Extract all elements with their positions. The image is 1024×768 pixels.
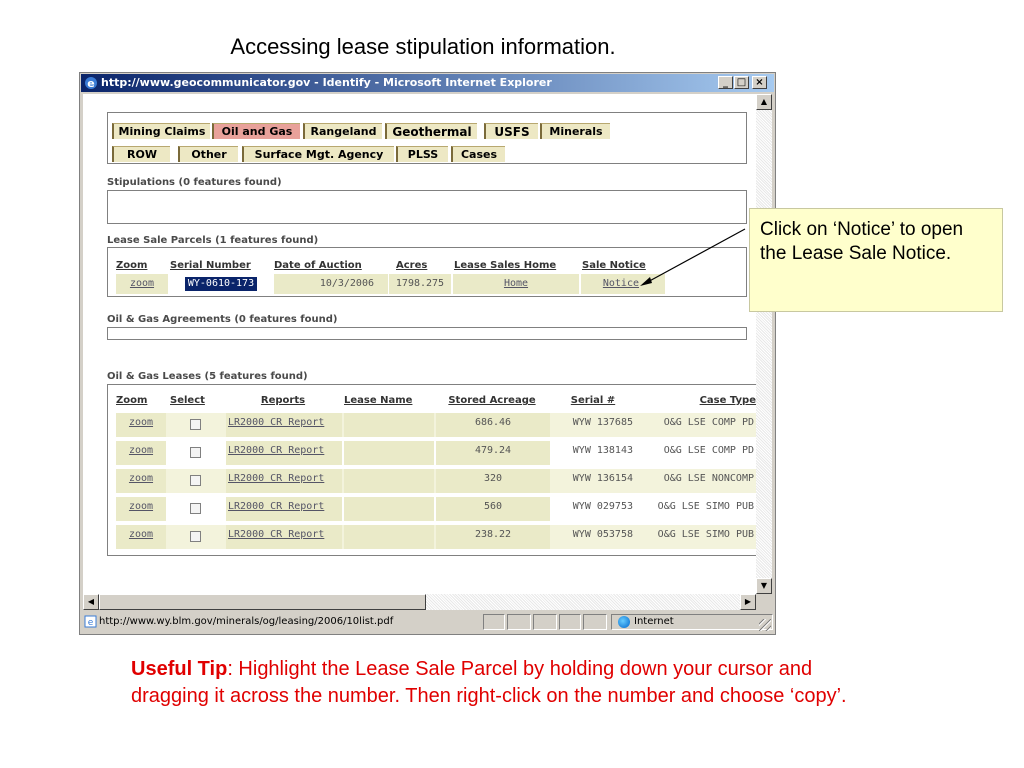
status-url: http://www.wy.blm.gov/minerals/og/leasing/2006/10list.pdf xyxy=(99,616,394,627)
serial-number-highlight[interactable]: WY-0610-173 xyxy=(185,277,257,291)
lease-acreage: 238.22 xyxy=(436,525,550,549)
useful-tip xyxy=(131,656,871,710)
header-select[interactable]: Select xyxy=(170,395,205,406)
arrow-line xyxy=(644,229,745,284)
lease-zoom-link[interactable]: zoom xyxy=(116,441,166,465)
lease-acreage: 686.46 xyxy=(436,413,550,437)
parcel-date: 10/3/2006 xyxy=(274,274,388,294)
tip-text: : Highlight the Lease Sale Parcel by holding down your cursor and dragging it across the number. Then right-click on the number and choose ‘copy’. xyxy=(131,658,847,707)
tab-usfs[interactable]: USFS xyxy=(484,123,538,139)
lease-serial: WYW 136154 xyxy=(572,473,633,484)
header-serial[interactable]: Serial # xyxy=(570,395,616,406)
header-case-type[interactable]: Case Type xyxy=(699,395,756,406)
tab-cases[interactable]: Cases xyxy=(451,146,505,162)
header-reports[interactable]: Reports xyxy=(260,395,306,406)
zone-label: Internet xyxy=(634,616,674,627)
lease-case-type: O&G LSE SIMO PUB xyxy=(657,529,754,540)
tab-other[interactable]: Other xyxy=(178,146,238,162)
header-date-of-auction[interactable]: Date of Auction xyxy=(274,260,362,271)
svg-text:e: e xyxy=(87,618,94,628)
lease-serial: WYW 138143 xyxy=(572,445,633,456)
lease-case-type: O&G LSE COMP PD xyxy=(663,417,754,428)
parcel-notice-link[interactable]: Notice xyxy=(581,274,665,294)
parcel-zoom-link[interactable]: zoom xyxy=(116,274,168,294)
tab-row[interactable]: ROW xyxy=(112,146,170,162)
tab-surface-mgt-agency[interactable]: Surface Mgt. Agency xyxy=(242,146,394,162)
header-sale-notice[interactable]: Sale Notice xyxy=(582,260,646,271)
lease-serial: WYW 029753 xyxy=(572,501,633,512)
tip-label: Useful Tip xyxy=(131,658,228,680)
parcel-acres: 1798.275 xyxy=(389,274,451,294)
lease-report-link[interactable]: LR2000 CR Report xyxy=(226,413,342,437)
lease-report-link[interactable]: LR2000 CR Report xyxy=(226,525,342,549)
stipulations-label: Stipulations (0 features found) xyxy=(107,177,282,188)
lease-serial: WYW 137685 xyxy=(572,417,633,428)
lease-case-type: O&G LSE SIMO PUB xyxy=(657,501,754,512)
header-stored-acreage[interactable]: Stored Acreage xyxy=(448,395,536,406)
lease-zoom-link[interactable]: zoom xyxy=(116,497,166,521)
tab-geothermal[interactable]: Geothermal xyxy=(385,123,477,139)
arrow-head-icon xyxy=(640,277,652,286)
header-serial-number[interactable]: Serial Number xyxy=(170,260,251,271)
lease-report-link[interactable]: LR2000 CR Report xyxy=(226,469,342,493)
lease-case-type: O&G LSE NONCOMP xyxy=(663,473,754,484)
scroll-down-arrow-icon[interactable]: ▼ xyxy=(756,578,772,594)
close-button[interactable]: × xyxy=(752,76,767,89)
header-lease-sales-home[interactable]: Lease Sales Home xyxy=(454,260,557,271)
parcels-label: Lease Sale Parcels (1 features found) xyxy=(107,235,319,246)
tab-minerals[interactable]: Minerals xyxy=(540,123,610,139)
lease-report-link[interactable]: LR2000 CR Report xyxy=(226,441,342,465)
lease-zoom-link[interactable]: zoom xyxy=(116,413,166,437)
scroll-left-arrow-icon[interactable]: ◀ xyxy=(83,594,99,610)
leases-label: Oil & Gas Leases (5 features found) xyxy=(107,371,308,382)
parcel-home-link[interactable]: Home xyxy=(453,274,579,294)
lease-acreage: 479.24 xyxy=(436,441,550,465)
lease-case-type: O&G LSE COMP PD xyxy=(663,445,754,456)
minimize-button[interactable]: _ xyxy=(718,76,733,89)
tab-plss[interactable]: PLSS xyxy=(396,146,448,162)
header-zoom[interactable]: Zoom xyxy=(116,260,148,271)
lease-acreage: 560 xyxy=(436,497,550,521)
lease-acreage: 320 xyxy=(436,469,550,493)
maximize-button[interactable]: □ xyxy=(734,76,749,89)
header-acres[interactable]: Acres xyxy=(396,260,428,271)
lease-serial: WYW 053758 xyxy=(572,529,633,540)
tab-mining-claims[interactable]: Mining Claims xyxy=(112,123,210,139)
header-zoom[interactable]: Zoom xyxy=(116,395,148,406)
tab-rangeland[interactable]: Rangeland xyxy=(303,123,382,139)
scroll-right-arrow-icon[interactable]: ▶ xyxy=(740,594,756,610)
svg-text:e: e xyxy=(87,77,95,90)
lease-zoom-link[interactable]: zoom xyxy=(116,469,166,493)
window-title: http://www.geocommunicator.gov - Identify - Microsoft Internet Explorer xyxy=(101,76,552,89)
lease-report-link[interactable]: LR2000 CR Report xyxy=(226,497,342,521)
agreements-label: Oil & Gas Agreements (0 features found) xyxy=(107,314,338,325)
scroll-up-arrow-icon[interactable]: ▲ xyxy=(756,94,772,110)
tab-oil-and-gas[interactable]: Oil and Gas xyxy=(212,123,300,139)
notice-callout: Click on ‘Notice’ to open the Lease Sale Notice. xyxy=(749,208,1003,312)
slide-title: Accessing lease stipulation information. xyxy=(230,34,616,59)
header-lease-name[interactable]: Lease Name xyxy=(344,395,413,406)
lease-zoom-link[interactable]: zoom xyxy=(116,525,166,549)
